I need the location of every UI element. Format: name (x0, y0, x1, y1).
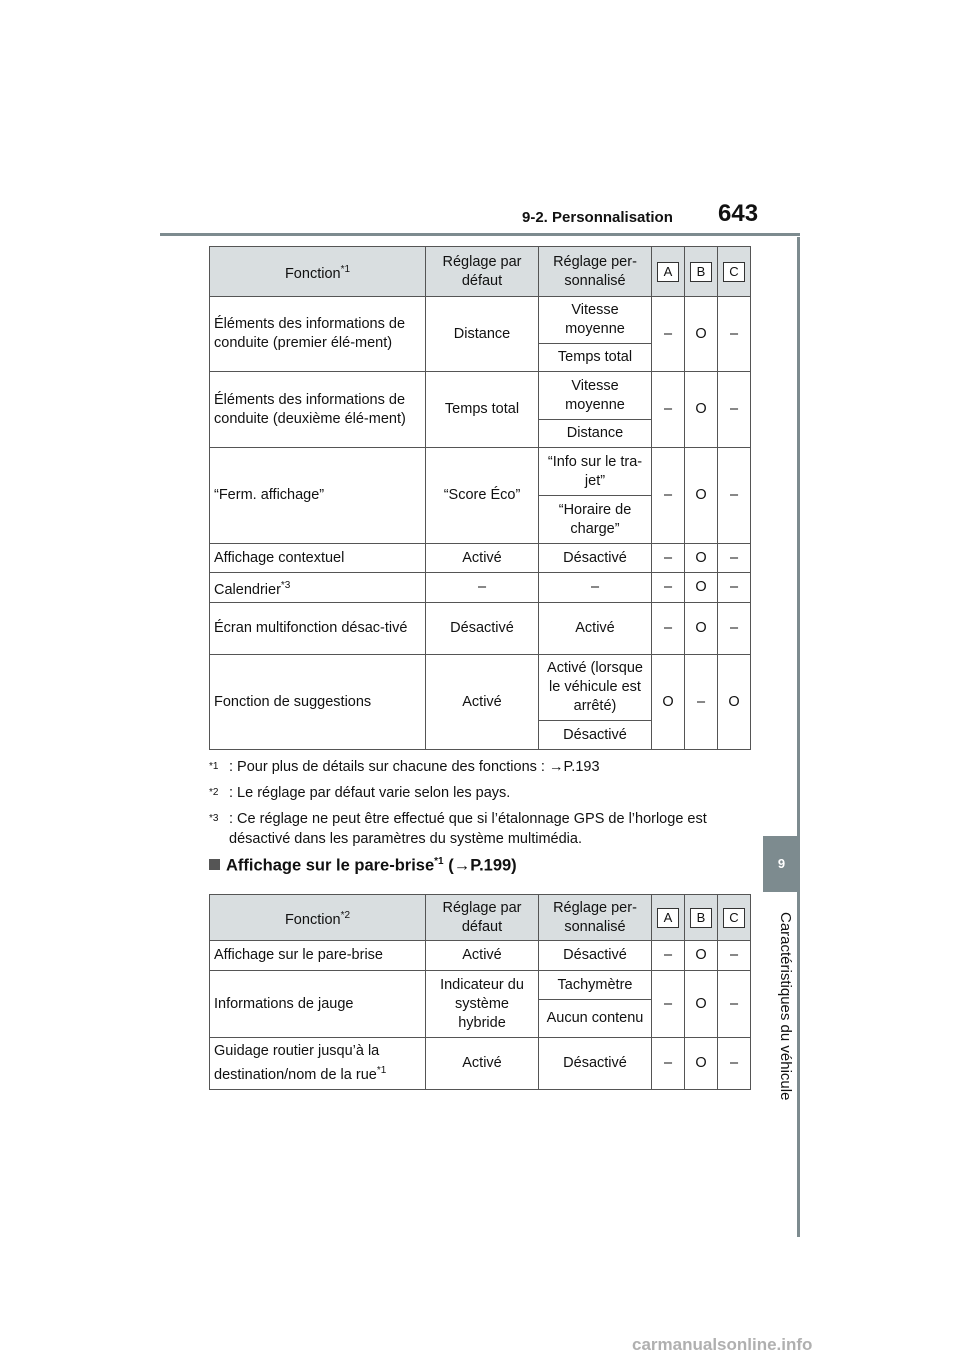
col-perso: Réglage per-sonnalisé (539, 895, 652, 941)
page-number: 643 (718, 200, 759, 227)
table-row: Aucun contenu (210, 1000, 751, 1038)
col-perso: Réglage per-sonnalisé (539, 247, 652, 297)
footnote: *1 : Pour plus de détails sur chacune des fonctions : →P.193 (209, 759, 600, 775)
chapter-tab: 9 (763, 836, 800, 892)
table-row: Éléments des informations de conduite (premier élé-ment) Distance Vitesse moyenne – O – (210, 297, 751, 344)
side-rule (797, 237, 800, 1237)
col-b: B (685, 895, 718, 941)
table-row: “Horaire de charge” (210, 496, 751, 544)
table-row: Temps total (210, 344, 751, 372)
table-header-row (210, 895, 751, 941)
table-row: Affichage contextuel Activé Désactivé – O – (210, 544, 751, 573)
table-row: Distance (210, 420, 751, 448)
col-a: A (652, 247, 685, 297)
col-defaut: Réglage par défaut (426, 247, 539, 297)
settings-table-2 (209, 894, 751, 1090)
footnotes (209, 757, 749, 855)
section-title: 9-2. Personnalisation (522, 209, 673, 226)
settings-table-1 (209, 246, 751, 750)
table-row: “Ferm. affichage” “Score Éco” “Info sur le tra-jet” – O – (210, 448, 751, 496)
chapter-label: Caractéristiques du véhicule (777, 912, 794, 1101)
table-header-row (210, 247, 751, 297)
col-b: B (685, 247, 718, 297)
table-row: Calendrier$^{*3}$ – – – O – (210, 573, 751, 603)
table-row: Éléments des informations de conduite (deuxième élé-ment) Temps total Vitesse moyenne – O – (210, 372, 751, 420)
col-c: C (718, 247, 751, 297)
table-row: Affichage sur le pare-brise Activé Désactivé – O – (210, 941, 751, 971)
col-c: C (718, 895, 751, 941)
col-defaut: Réglage par défaut (426, 895, 539, 941)
col-fonction: Fonction$^{*2}$ (210, 895, 426, 941)
watermark: carmanualsonline.info (632, 1335, 813, 1354)
col-fonction: Fonction$^{*1}$ (210, 247, 426, 297)
table-row: Fonction de suggestions Activé Activé (lorsque le véhicule est arrêté) O – O (210, 655, 751, 721)
footnote: *2 : Le réglage par défaut varie selon les pays. (209, 785, 511, 801)
header-rule (160, 233, 800, 236)
table-row: Écran multifonction désac-tivé Désactivé Activé – O – (210, 603, 751, 655)
square-bullet-icon (209, 859, 220, 870)
col-a: A (652, 895, 685, 941)
table-row: Informations de jauge Indicateur du système hybride Tachymètre – O – (210, 971, 751, 1000)
table-row: Désactivé (210, 721, 751, 750)
footnote: *3 : Ce réglage ne peut être effectué que si l’étalonnage GPS de l’horloge est désactivé dans les paramètres du système multimédia. (209, 811, 707, 847)
table-row: Guidage routier jusqu’à la destination/nom de la rue$^{*1}$ Activé Désactivé – O – (210, 1038, 751, 1090)
section-heading: Affichage sur le pare-brise$^{*1}$ (→P.199) (209, 856, 517, 876)
